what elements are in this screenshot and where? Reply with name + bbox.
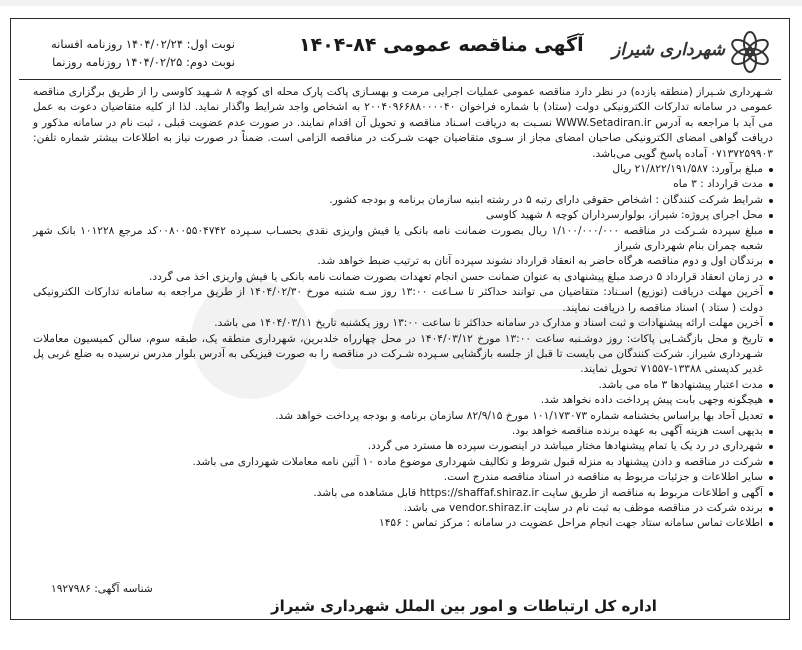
list-item: مدت قرارداد : ۳ ماه — [33, 177, 773, 192]
publication-dates — [51, 35, 235, 71]
list-item: شهرداری در رد یک یا تمام پیشنهادها مختار میباشد در اینصورت سپرده ها مسترد می گردد. — [33, 439, 773, 454]
logo-text: شهرداری شیراز — [612, 40, 725, 60]
list-item: برندگان اول و دوم مناقصه هرگاه حاضر به انعقاد قرارداد نشوند سپرده آنان به ترتیب ضبط خواهد شد. — [33, 254, 773, 269]
header-divider — [19, 79, 781, 80]
signature: اداره کل ارتباطات و امور بین الملل شهرداری شیراز — [271, 597, 657, 615]
list-item: سایر اطلاعات و جزئیات مربوط به مناقصه در اسناد مناقصه مندرج است. — [33, 470, 773, 485]
list-item: مبلغ سپرده شـرکت در مناقصه ۱/۱۰۰/۰۰۰/۰۰۰ ریال بصورت ضمانت نامه بانکی یا فیش واریزی نقدی بحسـاب سـپرده ۰۰۸۰۰۵۵۰۴۷۴۲کد مرجع ۱۰۱۲۲۸ بانک شهر شعبه چمران بنام شهرداری شیراز — [33, 224, 773, 255]
list-item: مدت اعتبار پیشنهادها ۳ ماه می باشد. — [33, 378, 773, 393]
list-item: آگهی و اطلاعات مربوط به مناقصه از طریق سایت https://shaffaf.shiraz.ir قابل مشاهده می باشد. — [33, 486, 773, 501]
conditions-list — [33, 162, 773, 532]
ad-header — [11, 19, 789, 83]
list-item: اطلاعات تماس سامانه ستاد جهت انجام مراحل عضویت در سامانه : مرکز تماس : ۱۴۵۶ — [33, 516, 773, 531]
list-item: تعدیل آحاد بها براساس بخشنامه شماره ۱۰۱/۱۷۳۰۷۳ مورخ ۸۲/۹/۱۵ سازمان برنامه و بودجه پرداخت خواهد شد. — [33, 409, 773, 424]
ad-title: آگهی مناقصه عمومی ۸۴-۱۴۰۴ — [299, 34, 584, 56]
list-item: شرایط شرکت کنندگان : اشخاص حقوقی دارای رتبه ۵ در رشته ابنیه سازمان برنامه و بودجه کشور. — [33, 193, 773, 208]
top-edge — [0, 0, 802, 6]
list-item: تاریخ و محل بازگشـایی پاکات: روز دوشـنبه ساعت ۱۳:۰۰ مورخ ۱۴۰۴/۰۳/۱۲ در محل چهارراه خلدبرین، شهرداری منطقه یک، طبقه سوم، سالن کمیسیون معاملات شـهرداری شیراز. شرکت کنندگان می بایست تا قبل از جلسه بازگشایی سـپرده شـرکت در مناقصه را به صورت فیزیکی به آدرس بلوار مدرس نرسیده به ضلع غربی پل غدیر کدپستی ۱۳۳۸۸-۷۱۵۵۷ تحویل نمایند. — [33, 332, 773, 378]
list-item: محل اجرای پروژه: شیراز، بولوارسرداران کوچه ۸ شهید کاوسی — [33, 208, 773, 223]
list-item: آخرین مهلت ارائه پیشنهادات و ثبت اسناد و مدارک در سامانه حداکثر تا ساعت ۱۳:۰۰ روز یکشنبه تاریخ ۱۴۰۴/۰۳/۱۱ می باشد. — [33, 316, 773, 331]
list-item: مبلغ برآورد: ۲۱/۸۲۲/۱۹۱/۵۸۷ ریال — [33, 162, 773, 177]
logo — [612, 31, 771, 71]
list-item: شرکت در مناقصه و دادن پیشنهاد به منزله قبول شروط و تکالیف شهرداری موضوع ماده ۱۰ آئین نامه معاملات شهرداری می باشد. — [33, 455, 773, 470]
list-item: آخرین مهلت دریافت (توزیع) اسـناد: متقاضیان می توانند حداکثر تا سـاعت ۱۳:۰۰ روز سـه شنبه مورخ ۱۴۰۴/۰۲/۳۰ از طریق مراجعه به سامانه تدارکات الکترونیکی دولت ( ستاد ) اسناد مناقصه را دریافت نمایند. — [33, 285, 773, 316]
ad-id: شناسه آگهی: ۱۹۲۷۹۸۶ — [51, 583, 153, 595]
date-line-first: نوبت اول: ۱۴۰۴/۰۲/۲۴ روزنامه افسانه — [51, 37, 235, 51]
date-line-second: نوبت دوم: ۱۴۰۴/۰۲/۲۵ روزنامه روزنما — [52, 55, 235, 69]
flower-logo-icon — [729, 31, 771, 73]
list-item: در زمان انعقاد قرارداد ۵ درصد مبلغ پیشنهادی به عنوان ضمانت حسن انجام تعهدات بصورت ضمانت نامه بانکی یا فیش واریزی اخذ می گردد. — [33, 270, 773, 285]
ad-frame — [10, 18, 790, 620]
list-item: هیچگونه وجهی بابت پیش پرداخت داده نخواهد شد. — [33, 393, 773, 408]
intro-paragraph: شـهرداری شـیراز (منطقه یازده) در نظر دارد مناقصه عمومی عملیات اجرایی مرمت و بهسـازی پاکت پارک محله ای کوچه ۸ شـهید کاوسی را از طریق برگزاری مناقصه عمومی در سامانه تدارکات الکترونیکی دولت (ستاد) با شماره فراخوان ۲۰۰۴۰۹۶۶۸۸۰۰۰۰۴۰ به اشخاص واجد شرایط واگذار نماید. لذا از کلیه متقاضیان دعوت به عمل می آید با مراجعه به آدرس WWW.Setadiran.ir نسـبت به دریافت اسـناد مناقصه و تحویل آن اقدام نمایند. در صورت عدم عضویت قبلی ، ثبت نام در سامانه مذکور و دریافت گواهی امضای الکترونیکی صاحبان امضای مجاز از سـوی متقاضیان جهت شـرکت در مناقصه الزامی است. ضمناً در صورت نیاز به اطلاعات بیشتر شماره تلفن: ۰۷۱۳۷۲۵۹۹۰۳ آماده پاسخ گویی می‌باشد. — [33, 86, 774, 160]
list-item: برنده شرکت در مناقصه موظف به ثبت نام در سایت vendor.shiraz.ir می باشد. — [33, 501, 773, 516]
list-item: بدیهی است هزینه آگهی به عهده برنده مناقصه خواهد بود. — [33, 424, 773, 439]
ad-body — [33, 85, 773, 532]
